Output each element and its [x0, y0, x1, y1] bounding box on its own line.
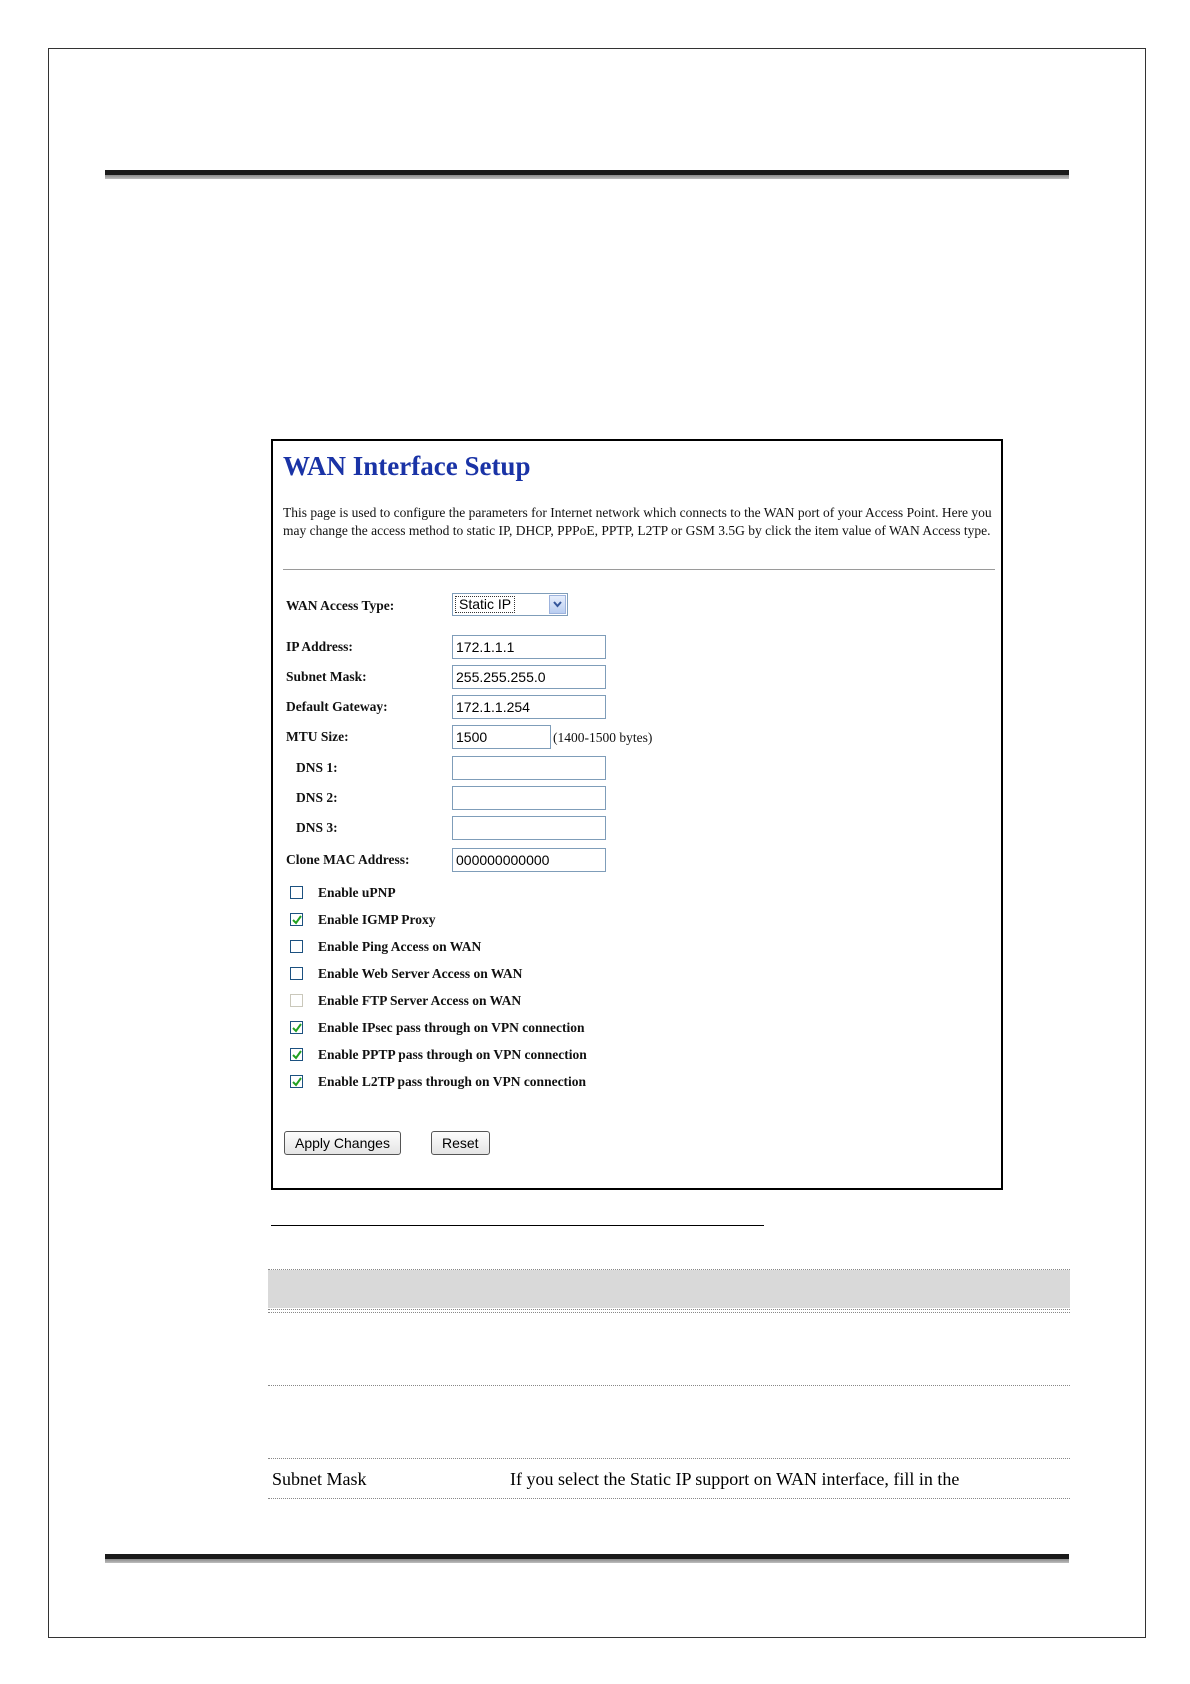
- clone-mac-label: Clone MAC Address:: [286, 852, 410, 867]
- table-border: [268, 1309, 1070, 1310]
- wan-access-type-label: WAN Access Type:: [286, 598, 395, 613]
- reset-button[interactable]: Reset: [431, 1131, 490, 1155]
- dns3-input[interactable]: [452, 816, 606, 840]
- mtu-size-input[interactable]: 1500: [452, 725, 551, 749]
- web-server-access-checkbox[interactable]: [290, 967, 303, 980]
- pptp-passthrough-label: Enable PPTP pass through on VPN connection: [318, 1047, 587, 1062]
- default-gateway-label: Default Gateway:: [286, 699, 388, 714]
- web-server-access-label: Enable Web Server Access on WAN: [318, 966, 523, 981]
- igmp-proxy-checkbox[interactable]: [290, 913, 303, 926]
- divider: [283, 569, 995, 570]
- ipsec-passthrough-checkbox[interactable]: [290, 1021, 303, 1034]
- l2tp-passthrough-checkbox[interactable]: [290, 1075, 303, 1088]
- upnp-checkbox[interactable]: [290, 886, 303, 899]
- table-border: [268, 1385, 1070, 1386]
- dns2-input[interactable]: [452, 786, 606, 810]
- table-border: [268, 1312, 1070, 1313]
- upnp-label: Enable uPNP: [318, 885, 396, 900]
- ip-address-input[interactable]: 172.1.1.1: [452, 635, 606, 659]
- dns1-input[interactable]: [452, 756, 606, 780]
- igmp-proxy-label: Enable IGMP Proxy: [318, 912, 436, 927]
- figure-caption-line: [271, 1225, 764, 1226]
- table-border: [268, 1458, 1070, 1459]
- pptp-passthrough-checkbox[interactable]: [290, 1048, 303, 1061]
- subnet-mask-label: Subnet Mask:: [286, 669, 367, 684]
- header-rule: [105, 170, 1069, 179]
- l2tp-passthrough-label: Enable L2TP pass through on VPN connection: [318, 1074, 587, 1089]
- subnet-mask-input[interactable]: 255.255.255.0: [452, 665, 606, 689]
- table-border-bottom: [268, 1498, 1070, 1499]
- default-gateway-input[interactable]: 172.1.1.254: [452, 695, 606, 719]
- apply-changes-button[interactable]: Apply Changes: [284, 1131, 401, 1155]
- mtu-size-note: (1400-1500 bytes): [553, 730, 653, 745]
- chevron-down-icon[interactable]: [549, 595, 566, 614]
- page-description: This page is used to configure the parameters for Internet network which connects to the WAN port of your Access Point. Here you may change the access method to static IP, DHCP, PPPoE, PPTP, L2TP or GSM 3.5G by click the item value of WAN Access type.: [283, 505, 992, 538]
- table-cell-description: If you select the Static IP support on WAN interface, fill in the: [510, 1469, 960, 1489]
- table-header-row: [268, 1270, 1070, 1308]
- dns2-label: DNS 2:: [296, 790, 338, 805]
- checkmark-icon: [292, 1077, 302, 1087]
- clone-mac-input[interactable]: 000000000000: [452, 848, 606, 872]
- dns3-label: DNS 3:: [296, 820, 338, 835]
- mtu-size-label: MTU Size:: [286, 729, 349, 744]
- ipsec-passthrough-label: Enable IPsec pass through on VPN connection: [318, 1020, 585, 1035]
- footer-rule: [105, 1554, 1069, 1563]
- page-title: WAN Interface Setup: [283, 451, 531, 481]
- checkmark-icon: [292, 1050, 302, 1060]
- dns1-label: DNS 1:: [296, 760, 338, 775]
- ip-address-label: IP Address:: [286, 639, 353, 654]
- wan-access-type-select[interactable]: [452, 593, 568, 616]
- ping-access-checkbox[interactable]: [290, 940, 303, 953]
- ftp-server-access-label: Enable FTP Server Access on WAN: [318, 993, 522, 1008]
- wan-access-type-value: Static IP: [455, 596, 515, 613]
- ftp-server-access-checkbox: [290, 994, 303, 1007]
- wan-setup-screenshot: [271, 439, 1003, 1190]
- checkmark-icon: [292, 1023, 302, 1033]
- checkmark-icon: [292, 915, 302, 925]
- ping-access-label: Enable Ping Access on WAN: [318, 939, 482, 954]
- table-cell-item: Subnet Mask: [272, 1469, 367, 1489]
